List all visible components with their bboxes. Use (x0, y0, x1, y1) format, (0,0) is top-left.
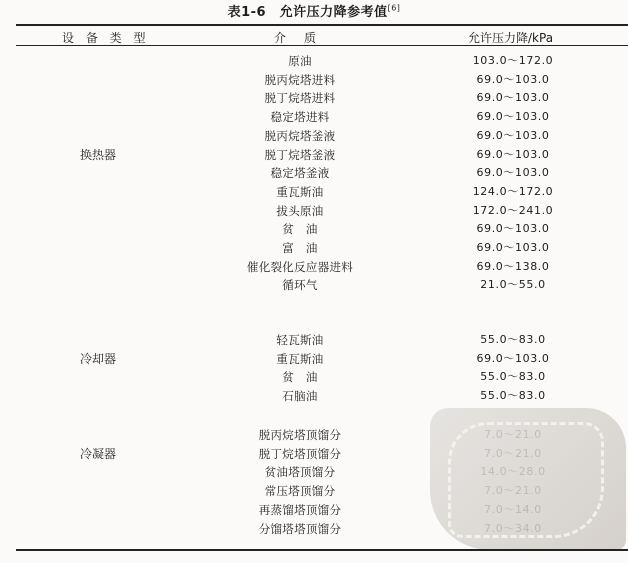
pressure-drop-cell: 69.0～103.0 (476, 110, 550, 124)
medium-cell: 稳定塔进料 (270, 110, 330, 125)
table-row (0, 164, 628, 182)
medium-cell: 重瓦斯油 (276, 184, 324, 199)
medium-cell: 贫 油 (282, 222, 318, 237)
medium-cell: 拔头原油 (276, 203, 324, 218)
table-row (0, 220, 628, 238)
table-row (0, 276, 628, 294)
pressure-drop-cell: 55.0～83.0 (480, 370, 546, 384)
table-row (0, 258, 628, 276)
medium-cell: 贫油塔顶馏分 (264, 465, 336, 480)
table-title (0, 1, 628, 20)
pressure-drop-cell: 103.0～172.0 (472, 54, 554, 67)
header-equipment-type: 设 备 类 型 (62, 31, 150, 45)
table-title-reference: [6] (387, 3, 401, 13)
medium-cell: 脱丙烷塔进料 (264, 72, 336, 87)
medium-cell: 轻瓦斯油 (276, 333, 324, 347)
table-row (0, 71, 628, 89)
medium-cell: 脱丙烷塔釜液 (264, 128, 336, 143)
equipment-type-cell: 冷却器 (80, 351, 117, 366)
pressure-drop-cell: 69.0～103.0 (476, 351, 550, 365)
medium-cell: 石脑油 (282, 389, 318, 404)
header-medium: 介 质 (274, 31, 320, 45)
medium-cell: 脱丁烷塔釜液 (264, 147, 336, 162)
equipment-type-cell: 换热器 (80, 147, 117, 162)
medium-cell: 重瓦斯油 (276, 351, 324, 366)
watermark-stamp (430, 408, 626, 550)
medium-cell: 分馏塔塔顶馏分 (258, 521, 342, 536)
table-row (0, 127, 628, 145)
table-row (0, 368, 628, 386)
table-top-rule (16, 24, 628, 26)
pressure-drop-cell: 69.0～103.0 (476, 91, 550, 105)
pressure-drop-cell: 69.0～103.0 (476, 241, 550, 254)
medium-cell: 脱丁烷塔顶馏分 (258, 446, 342, 461)
medium-cell: 稳定塔釜液 (270, 166, 330, 181)
pressure-drop-cell: 172.0～241.0 (472, 203, 554, 217)
medium-cell: 再蒸馏塔顶馏分 (258, 502, 342, 517)
medium-cell: 贫 油 (282, 370, 318, 385)
pressure-drop-cell: 124.0～172.0 (472, 184, 554, 198)
header-allowed-pressure-drop: 允许压力降/kPa (468, 31, 554, 45)
medium-cell: 原油 (288, 54, 312, 68)
medium-cell: 循环气 (282, 278, 318, 293)
pressure-drop-cell: 55.0～83.0 (480, 333, 546, 346)
table-row (0, 350, 628, 368)
pressure-drop-cell: 69.0～103.0 (476, 72, 550, 86)
table-row (0, 146, 628, 164)
table-row (0, 239, 628, 257)
medium-cell: 常压塔顶馏分 (264, 484, 336, 499)
table-row (0, 387, 628, 405)
table-title-text: 表1-6 允许压力降参考值 (227, 5, 388, 20)
equipment-type-cell: 冷凝器 (80, 446, 117, 461)
table-row (0, 89, 628, 107)
pressure-drop-cell: 69.0～103.0 (476, 222, 550, 236)
table-row (0, 183, 628, 201)
table-row (0, 108, 628, 126)
medium-cell: 脱丙烷塔顶馏分 (258, 428, 342, 442)
medium-cell: 脱丁烷塔进料 (264, 91, 336, 106)
pressure-drop-cell: 69.0～103.0 (476, 128, 550, 142)
medium-cell: 催化裂化反应器进料 (246, 259, 354, 274)
pressure-drop-cell: 69.0～138.0 (476, 259, 550, 273)
medium-cell: 富 油 (282, 241, 318, 255)
pressure-drop-cell: 55.0～83.0 (480, 389, 546, 403)
table-row (0, 331, 628, 349)
pressure-drop-cell: 21.0～55.0 (480, 278, 546, 292)
table-header-rule (16, 45, 628, 46)
pressure-drop-cell: 69.0～103.0 (476, 166, 550, 180)
table-row (0, 202, 628, 220)
table-bottom-rule (16, 549, 628, 551)
pressure-drop-cell: 69.0～103.0 (476, 147, 550, 161)
table-row (0, 52, 628, 70)
